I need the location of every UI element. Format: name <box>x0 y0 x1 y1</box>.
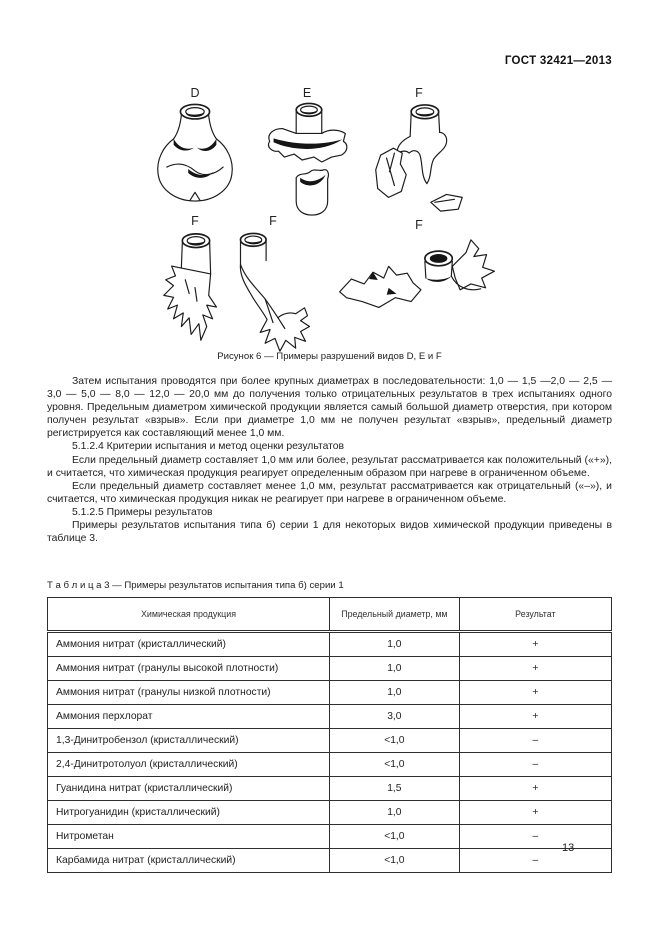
diameter-cell: <1,0 <box>330 825 460 849</box>
table-row <box>48 825 612 849</box>
figure-label-f2: F <box>191 214 199 228</box>
section-heading-5125: 5.1.2.5 Примеры результатов <box>72 506 213 518</box>
product-cell: Нитрометан <box>48 825 330 849</box>
broken-flask-type-d-drawing <box>150 101 240 203</box>
broken-flask-type-f-drawing-1 <box>365 101 473 219</box>
table-row <box>48 753 612 777</box>
product-cell: Нитрогуанидин (кристаллический) <box>48 801 330 825</box>
table-row <box>48 657 612 681</box>
paragraph: Если предельный диаметр составляет 1,0 мм или более, результат рассматривается как положительный («+»), и считается, что химическая продукция реагирует определенным образом при нагреве в ограниченном объеме. <box>47 454 612 479</box>
broken-flask-type-f-drawing-3 <box>223 229 323 362</box>
standard-number-header: ГОСТ 32421—2013 <box>504 55 612 67</box>
product-cell: Аммония нитрат (гранулы высокой плотности) <box>48 657 330 681</box>
diameter-cell: 1,0 <box>330 681 460 705</box>
result-cell: + <box>459 632 611 657</box>
paragraph: Примеры результатов испытания типа б) серии 1 для некоторых видов химической продукции приведены в таблице 3. <box>47 520 612 545</box>
table-row <box>48 849 612 873</box>
body-text <box>47 375 612 545</box>
figure-label-e: E <box>302 86 312 100</box>
result-cell: – <box>459 753 611 777</box>
product-cell: Аммония нитрат (кристаллический) <box>48 632 330 657</box>
result-cell: + <box>459 657 611 681</box>
product-cell: Гуанидина нитрат (кристаллический) <box>48 777 330 801</box>
result-cell: – <box>459 849 611 873</box>
diameter-cell: <1,0 <box>330 729 460 753</box>
table-row <box>48 632 612 657</box>
result-cell: + <box>459 705 611 729</box>
product-cell: Аммония перхлорат <box>48 705 330 729</box>
figure-caption: Рисунок 6 — Примеры разрушений видов D, E и F <box>217 351 442 362</box>
figure-label-f1: F <box>415 86 423 100</box>
figure-item-f1 <box>365 86 473 219</box>
table-caption: Т а б л и ц а 3 — Примеры результатов испытания типа б) серии 1 <box>47 580 344 591</box>
product-cell: Аммония нитрат (гранулы низкой плотности) <box>48 681 330 705</box>
diameter-cell: 3,0 <box>330 705 460 729</box>
table-row <box>48 681 612 705</box>
result-cell: + <box>459 681 611 705</box>
result-cell: + <box>459 801 611 825</box>
diameter-cell: <1,0 <box>330 849 460 873</box>
diameter-cell: <1,0 <box>330 753 460 777</box>
figure-item-f3 <box>219 214 327 362</box>
figure-item-e <box>257 86 357 219</box>
figure-label-f4: F <box>415 218 423 232</box>
result-cell: – <box>459 729 611 753</box>
section-heading-5124: 5.1.2.4 Критерии испытания и метод оценки результатов <box>72 441 345 453</box>
table-row <box>48 705 612 729</box>
diameter-cell: 1,5 <box>330 777 460 801</box>
figure-item-f4 <box>333 218 505 328</box>
product-cell: 1,3-Динитробензол (кристаллический) <box>48 729 330 753</box>
result-cell: + <box>459 777 611 801</box>
diameter-cell: 1,0 <box>330 657 460 681</box>
table-row <box>48 777 612 801</box>
diameter-cell: 1,0 <box>330 632 460 657</box>
table-row <box>48 801 612 825</box>
page-number: 13 <box>562 842 575 854</box>
table-header-row <box>48 598 612 632</box>
paragraph: Затем испытания проводятся при более крупных диаметрах в последовательности: 1,0 — 1,5 —2,0 — 2,5 — 3,0 — 5,0 — 8,0 — 12,0 — 20,0 мм до получения только отрицательных результатов в трех испытаниях одного уровня. Предельным диаметром химической продукции является самый большой диаметр отверстия, при котором получен результат «взрыв». Если при диаметре 1,0 мм не получен результат «взрыв», предельный диаметр регистрируется как составляющий менее 1,0 мм. <box>47 376 612 440</box>
table-row <box>48 729 612 753</box>
broken-flask-type-f-drawing-4 <box>333 233 505 328</box>
diameter-cell: 1,0 <box>330 801 460 825</box>
product-cell: Карбамида нитрат (кристаллический) <box>48 849 330 873</box>
figure-6 <box>47 86 612 368</box>
result-cell: – <box>459 825 611 849</box>
product-cell: 2,4-Динитротолуол (кристаллический) <box>48 753 330 777</box>
paragraph: Если предельный диаметр составляет менее 1,0 мм, результат рассматривается как отрицательный («–»), и считается, что химическая продукция никак не реагирует при нагреве в ограниченном объеме. <box>47 480 612 505</box>
figure-label-d: D <box>190 86 200 100</box>
broken-flask-type-e-drawing <box>260 101 355 219</box>
figure-item-d <box>145 86 245 203</box>
figure-label-f3: F <box>269 214 277 228</box>
results-table <box>47 597 612 873</box>
column-header-result: Результат <box>459 598 611 632</box>
column-header-product: Химическая продукция <box>48 598 330 632</box>
column-header-diameter: Предельный диаметр, мм <box>330 598 460 632</box>
